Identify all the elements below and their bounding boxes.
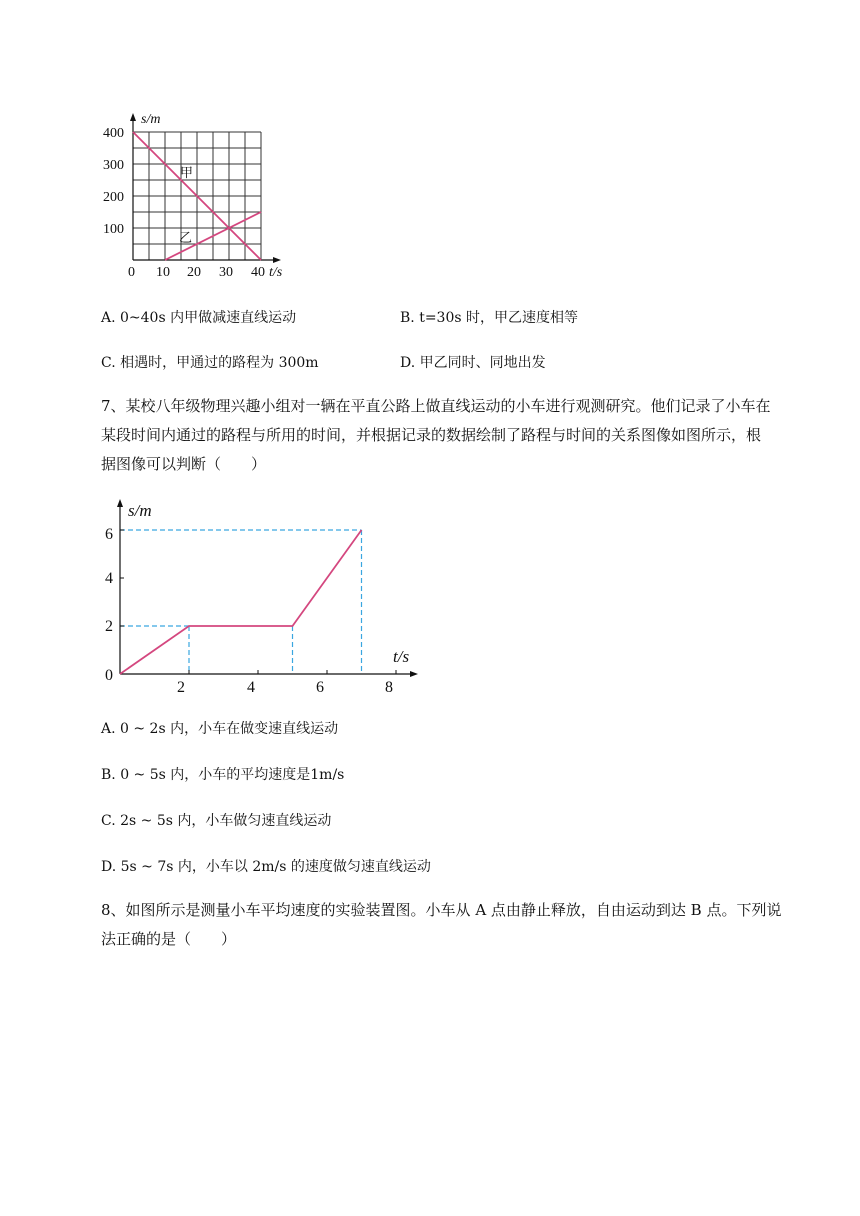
q7-stem-line-2: 某段时间内通过的路程与所用的时间，并根据记录的数据绘制了路程与时间的关系图像如图所示，根 xyxy=(101,426,762,444)
chart1-y-label: s/m xyxy=(141,112,161,127)
chart1-x-tick-10: 10 xyxy=(156,265,170,280)
chart2-x-arrow xyxy=(410,671,418,677)
chart-jia-yi xyxy=(95,105,305,285)
chart1-y-tick-100: 100 xyxy=(103,222,124,237)
chart2-y-label: s/m xyxy=(128,501,152,520)
q6-option-c: C. 相遇时，甲通过的路程为 300m xyxy=(101,355,319,371)
chart1-y-tick-200: 200 xyxy=(103,190,124,205)
q6-option-d: D. 甲乙同时、同地出发 xyxy=(400,355,546,371)
q7-option-a: A. 0 ~ 2s 内，小车在做变速直线运动 xyxy=(101,721,339,737)
chart1-y-tick-300: 300 xyxy=(103,158,124,173)
chart2-series-line xyxy=(120,530,362,674)
chart2-y-arrow xyxy=(117,499,123,507)
chart2-tick-marks xyxy=(120,530,396,674)
chart2-y-tick-6: 6 xyxy=(105,526,113,543)
chart2-x-tick-6: 6 xyxy=(316,679,324,695)
chart1-y-tick-400: 400 xyxy=(103,126,124,141)
q7-option-c: C. 2s ~ 5s 内，小车做匀速直线运动 xyxy=(101,813,332,829)
q8-stem-line-1: 8、如图所示是测量小车平均速度的实验装置图。小车从 A 点由静止释放，自由运动到达 B 点。下列说 xyxy=(101,901,782,919)
q7-stem-line-1: 7、某校八年级物理兴趣小组对一辆在平直公路上做直线运动的小车进行观测研究。他们记录了小车在 xyxy=(101,397,771,415)
chart2-y-tick-4: 4 xyxy=(105,570,113,587)
chart1-x-tick-0: 0 xyxy=(128,265,135,280)
chart2-y-tick-0: 0 xyxy=(105,667,113,684)
q7-stem-line-3: 据图像可以判断（ ） xyxy=(101,455,267,473)
chart1-x-tick-30: 30 xyxy=(219,265,233,280)
chart2-x-tick-2: 2 xyxy=(177,679,185,695)
chart2-guides xyxy=(120,530,362,674)
chart-car-motion xyxy=(95,490,435,695)
q7-stem xyxy=(101,392,801,479)
chart1-label-yi: 乙 xyxy=(179,230,193,245)
q6-option-b: B. t=30s 时，甲乙速度相等 xyxy=(400,310,578,326)
q6-option-a: A. 0~40s 内甲做减速直线运动 xyxy=(101,310,297,326)
q7-option-b: B. 0 ~ 5s 内，小车的平均速度是1m/s xyxy=(101,767,345,783)
chart1-label-jia: 甲 xyxy=(180,165,194,180)
chart1-x-tick-20: 20 xyxy=(187,265,201,280)
chart1-x-tick-40: 40 xyxy=(251,265,265,280)
chart2-y-tick-2: 2 xyxy=(105,618,113,635)
q7-option-d: D. 5s ~ 7s 内，小车以 2m/s 的速度做匀速直线运动 xyxy=(101,859,431,875)
q8-stem-line-2: 法正确的是（ ） xyxy=(101,930,237,948)
chart1-x-label: t/s xyxy=(269,265,283,280)
chart2-x-label: t/s xyxy=(393,647,410,666)
chart2-x-tick-8: 8 xyxy=(385,679,393,695)
chart2-x-tick-4: 4 xyxy=(247,679,255,695)
chart1-y-arrow xyxy=(130,113,136,121)
chart1-x-arrow xyxy=(273,257,281,263)
q8-stem xyxy=(101,896,801,954)
